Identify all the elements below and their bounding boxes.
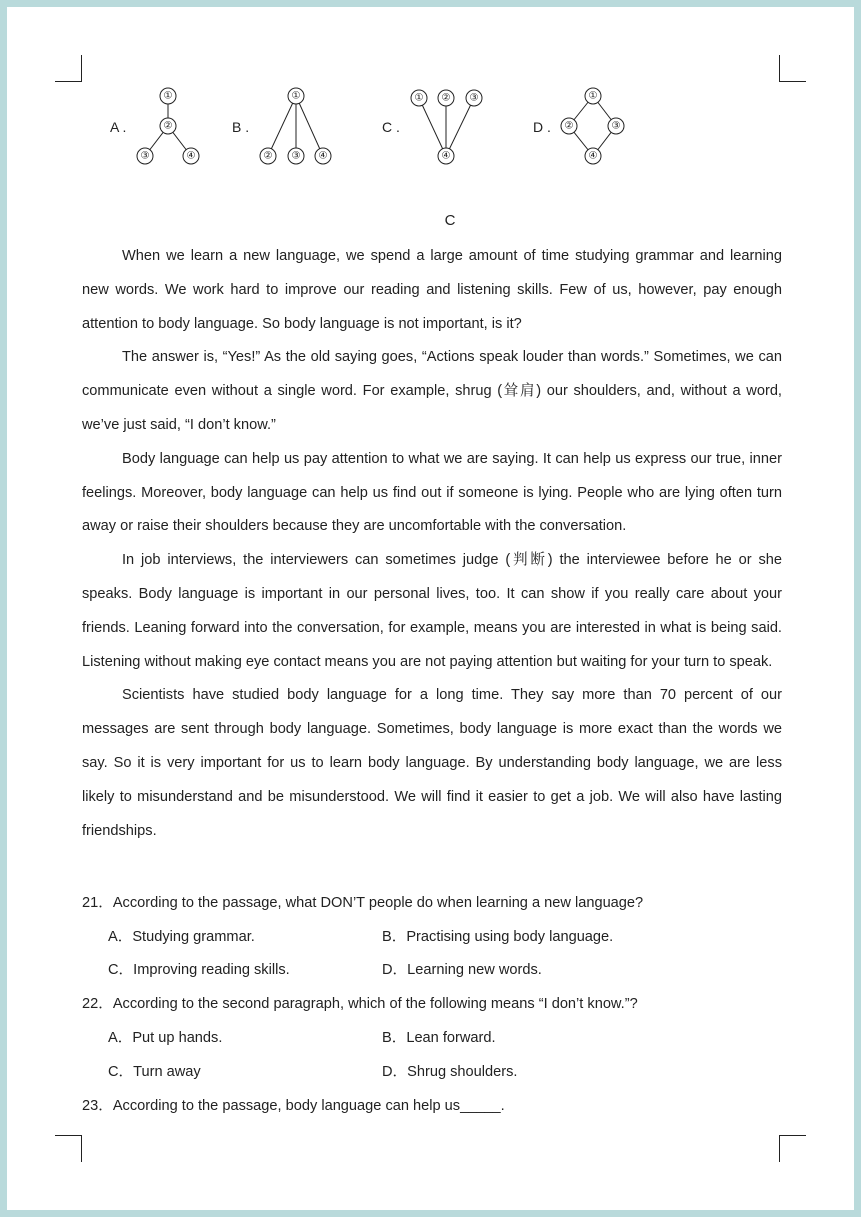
paragraph-4: In job interviews, the interviewers can sometimes judge (判断) the interviewee before he or she speaks. Body language is important in our personal lives, too. It can show if you really care about your friends. Leaning forward into the conversation, for example, means you are interested in what is being said. Listening without making eye contact means you are not paying attention but waiting for your turn to speak.: [82, 552, 782, 670]
paragraph-5: Scientists have studied body language for a long time. They say more than 70 percent of our messages are sent through body language. Sometimes, body language is more exact than the words we say. So it is very important for us to learn body language. By understanding body language, we are less likely to misunderstand and be misunderstood. We will find it easier to get a job. We will also have lasting friendships.: [82, 687, 782, 839]
option-d-letter: D .: [533, 119, 551, 135]
crop-mark-bottom-left: [55, 1135, 82, 1162]
svg-text:④: ④: [588, 150, 598, 162]
crop-mark-top-left: [55, 55, 82, 82]
option-c-node-4: [438, 148, 454, 164]
option-b-node-2: [260, 148, 276, 164]
svg-text:②: ②: [163, 120, 173, 132]
option-c-node-3: [466, 90, 482, 106]
svg-text:①: ①: [163, 90, 173, 102]
question-21-option-d[interactable]: D．Learning new words.: [382, 962, 542, 978]
option-a-node-1: [160, 88, 176, 104]
section-heading: C: [444, 212, 456, 229]
question-21-stem: 21．According to the passage, what DON’T people do when learning a new language?: [82, 895, 644, 911]
svg-text:①: ①: [414, 92, 424, 104]
svg-text:②: ②: [263, 150, 273, 162]
option-a-node-4: [183, 148, 199, 164]
svg-text:③: ③: [291, 150, 301, 162]
svg-text:④: ④: [186, 150, 196, 162]
reading-passage: [82, 240, 782, 848]
crop-mark-top-right: [779, 55, 806, 82]
option-b-node-1: [288, 88, 304, 104]
crop-mark-bottom-right: [779, 1135, 806, 1162]
paragraph-2: The answer is, “Yes!” As the old saying goes, “Actions speak louder than words.” Sometimes, we can communicate even without a single word. For example, shrug (耸肩) our shoulders, and, without a word, we’ve just said, “I don’t know.”: [82, 349, 782, 433]
option-c-node-2: [438, 90, 454, 106]
question-22-stem: 22．According to the second paragraph, which of the following means “I don’t know.”?: [82, 996, 638, 1012]
option-d-node-3: [608, 118, 624, 134]
option-c-node-1: [411, 90, 427, 106]
tree-diagram-options: [100, 84, 660, 170]
svg-text:②: ②: [441, 92, 451, 104]
paragraph-1: When we learn a new language, we spend a large amount of time studying grammar and learning new words. We work hard to improve our reading and listening skills. Few of us, however, pay enough attention to body language. So body language is not important, is it?: [82, 248, 782, 332]
option-b-letter: B .: [232, 119, 250, 135]
option-a-node-3: [137, 148, 153, 164]
question-22-option-a[interactable]: A．Put up hands.: [108, 1030, 223, 1046]
option-d-node-2: [561, 118, 577, 134]
option-b-node-4: [315, 148, 331, 164]
question-22-option-c[interactable]: C．Turn away: [108, 1064, 201, 1080]
svg-text:②: ②: [564, 120, 574, 132]
option-d-node-4: [585, 148, 601, 164]
question-21-option-c[interactable]: C．Improving reading skills.: [108, 962, 290, 978]
option-b-node-3: [288, 148, 304, 164]
svg-text:④: ④: [318, 150, 328, 162]
paragraph-3: Body language can help us pay attention to what we are saying. It can help us express our true, inner feelings. Moreover, body language can help us find out if someone is lying. People who are lying often turn away or raise their shoulders because they are uncomfortable with the conversation.: [82, 450, 782, 535]
option-c-letter: C .: [382, 119, 400, 135]
svg-text:③: ③: [140, 150, 150, 162]
svg-text:①: ①: [588, 90, 598, 102]
question-22-option-b[interactable]: B．Lean forward.: [382, 1030, 496, 1046]
option-a-letter: A .: [110, 119, 127, 135]
question-23-stem: 23．According to the passage, body language can help us_____.: [82, 1098, 505, 1114]
option-d-node-1: [585, 88, 601, 104]
svg-text:③: ③: [611, 120, 621, 132]
question-22-option-d[interactable]: D．Shrug shoulders.: [382, 1064, 518, 1080]
svg-text:③: ③: [469, 92, 479, 104]
question-21-option-a[interactable]: A．Studying grammar.: [108, 929, 255, 945]
option-a-node-2: [160, 118, 176, 134]
question-21-option-b[interactable]: B．Practising using body language.: [382, 929, 614, 945]
svg-text:④: ④: [441, 150, 451, 162]
svg-text:①: ①: [291, 90, 301, 102]
